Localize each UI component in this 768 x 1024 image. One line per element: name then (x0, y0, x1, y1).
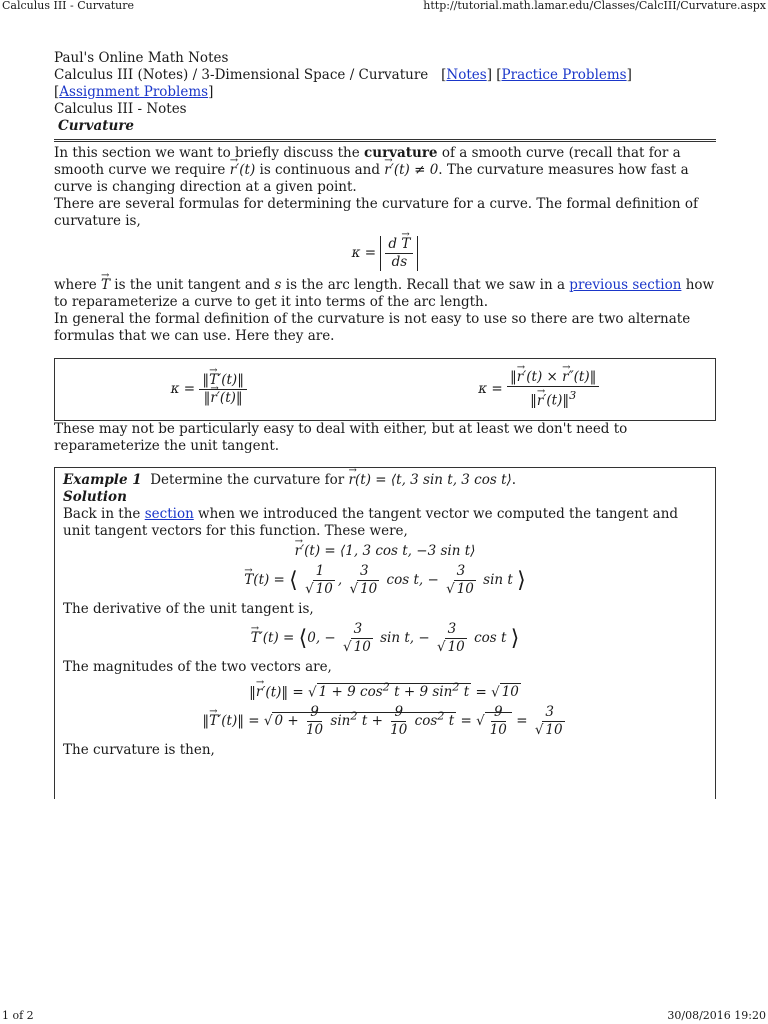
breadcrumb-path: Calculus III (Notes) / 3-Dimensional Space / Curvature (54, 67, 429, 83)
formula-curvature-definition: κ = $\frac{d \to T}{ds}$ (54, 236, 716, 271)
previous-section-link[interactable]: previous section (569, 277, 682, 293)
breadcrumb: Calculus III (Notes) / 3-Dimensional Space / Curvature [Notes] [Practice Problems] [Assignment Problems] (54, 67, 632, 100)
eq-r-prime: → r′(t) = ⟨1, 3 cos t, −3 sin t⟩ (63, 543, 707, 560)
page-content (54, 50, 716, 799)
subhead: Calculus III - Notes (54, 101, 187, 117)
eq-T: → T(t) = ⟨ $\frac{1}{√ 10}$ , $\frac{3}{√ 10}$ cos t, − $\frac{3}{√ 10}$ sin t ⟩ (63, 563, 707, 598)
eq-T-prime: → T′(t) = ⟨0, − $\frac{3}{√ 10}$ sin t, − $\frac{3}{√ 10}$ cos t ⟩ (63, 621, 707, 656)
print-datetime: 30/08/2016 19:20 (667, 1009, 766, 1022)
eq-T-prime-magnitude: ‖→ T′(t)‖ = √ 0 + $\frac{9}{10}$ $\sin^2 t$ + $\frac{9}{10}$ $\cos^2 t$ = √ $\frac{9}{10}$ = $\frac{3}{√ 10}$ (63, 704, 707, 739)
formula-alt-2: κ = $\frac{‖\to r'(t) \times \to r''(t)‖}{‖\to r'(t)‖^3}$ (478, 369, 599, 410)
print-header (2, 0, 766, 12)
print-footer (2, 1009, 766, 1022)
math-r-prime: → r′(t) (230, 162, 256, 178)
formula-alt-1: κ = $\frac{‖\to T'(t)‖}{‖\to r'(t)‖}$ (171, 372, 247, 407)
example-box (54, 467, 716, 800)
notes-link[interactable]: Notes (446, 67, 487, 83)
site-name: Paul's Online Math Notes (54, 50, 229, 66)
solution-paragraph-1: Back in the section when we introduced the tangent vector we computed the tangent and unit tangent vectors for this function. These were, (63, 505, 679, 539)
print-url[interactable]: http://tutorial.math.lamar.edu/Classes/CalcIII/Curvature.aspx (423, 0, 766, 12)
solution-label: Solution (63, 488, 127, 505)
eq-r-prime-magnitude: ‖→ r′(t)‖ = √ 1 + 9 $\cos^2 t + 9$ $\sin^2 t$ = √ 10 (63, 679, 707, 702)
page-count: 1 of 2 (2, 1009, 34, 1022)
paragraph-3: where → T is the unit tangent and s is the arc length. Recall that we saw in a previous section how to reparameterize a curve to get it into terms of the arc length. (54, 277, 716, 311)
paragraph-2: There are several formulas for determining the curvature for a curve. The formal definition of curvature is, (54, 196, 699, 229)
math-T: → T (101, 277, 110, 294)
curvature-term: curvature (364, 145, 438, 161)
alternate-formulas-box (54, 358, 716, 421)
print-title: Calculus III - Curvature (2, 0, 135, 12)
example-statement: Example 1 Determine the curvature for → r(t) = ⟨t, 3 sin t, 3 cos t⟩. (63, 472, 707, 489)
title-rule (54, 139, 716, 144)
math-r-of-t: → r(t) = ⟨t, 3 sin t, 3 cos t⟩ (349, 472, 512, 488)
example-label: Example 1 (63, 471, 142, 488)
math-r-prime-nonzero: → r′(t) ≠ 0 (384, 162, 438, 178)
section-title: Curvature (58, 118, 135, 134)
paragraph-4: In general the formal definition of the curvature is not easy to use so there are two alternate formulas that we can use. Here they are. (54, 311, 691, 344)
solution-paragraph-4: The curvature is then, (63, 742, 215, 758)
solution-paragraph-2: The derivative of the unit tangent is, (63, 600, 314, 617)
section-link[interactable]: section (144, 505, 194, 522)
intro-paragraph: In this section we want to briefly discuss the curvature of a smooth curve (recall that for a smooth curve we require → r′(t) is continuous and → r′(t) ≠ 0. The curvature measures how fast a curve is changing direction at a given point. (54, 145, 716, 196)
paragraph-5: These may not be particularly easy to deal with either, but at least we don't need to reparameterize the unit tangent. (54, 420, 628, 454)
assignment-problems-link[interactable]: Assignment Problems (59, 84, 209, 100)
practice-problems-link[interactable]: Practice Problems (501, 67, 627, 83)
solution-paragraph-3: The magnitudes of the two vectors are, (63, 658, 332, 675)
